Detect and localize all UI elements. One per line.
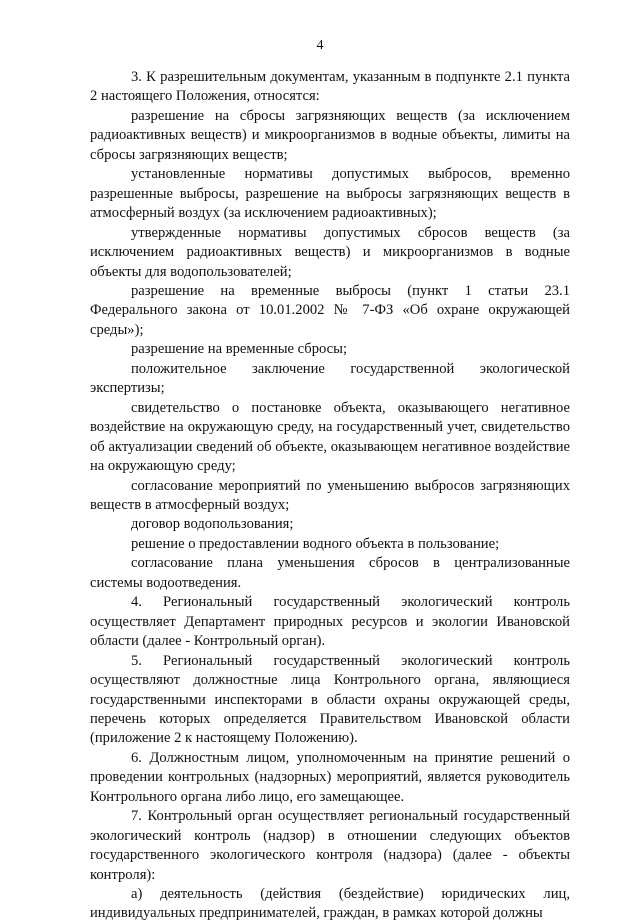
paragraph-7: 7. Контрольный орган осуществляет региональный государственный экологический контроль (надзор) в отношении следующих объектов государственного экологического контроля (надзора) (далее - объекты контроля):: [90, 808, 570, 883]
list-item-temporary-discharges: разрешение на временные сбросы;: [131, 341, 348, 358]
paragraph-3-intro: 3. К разрешительным документам, указанным в подпункте 2.1 пункта 2 настоящего Положения, относятся:: [90, 69, 570, 105]
paragraph-4: 4. Региональный государственный экологический контроль осуществляет Департамент природных ресурсов и экологии Ивановской области (далее - Контрольный орган).: [90, 594, 570, 650]
list-item-emission-reduction: согласование мероприятий по уменьшению выбросов загрязняющих веществ в атмосферный воздух;: [90, 477, 570, 513]
page-number: 4: [316, 38, 324, 53]
list-item-discharge-reduction-plan: согласование плана уменьшения сбросов в централизованные системы водоотведения.: [90, 555, 570, 591]
list-item-discharge-standards: утвержденные нормативы допустимых сбросов веществ (за исключением радиоактивных веществ) и микроорганизмов в водные объекты для водопользователей;: [90, 224, 570, 280]
list-item-emission-standards: установленные нормативы допустимых выбросов, временно разрешенные выбросы, разрешение на выбросы загрязняющих веществ в атмосферный воздух (за исключением радиоактивных);: [90, 166, 570, 222]
list-item-temporary-emissions: разрешение на временные выбросы (пункт 1 статьи 23.1 Федерального закона от 10.01.2002 № 7-ФЗ «Об охране окружающей среды»);: [90, 282, 570, 338]
list-item-registration-certificate: свидетельство о постановке объекта, оказывающего негативное воздействие на окружающую среду, на государственный учет, свидетельство об актуализации сведений об объекте, оказывающем негативное воздействие на окружающую среду;: [90, 399, 570, 475]
paragraph-6: 6. Должностным лицом, уполномоченным на принятие решений о проведении контрольных (надзорных) мероприятий, является руководитель Контрольного органа либо лицо, его замещающее.: [90, 749, 570, 805]
list-item-expert-review: положительное заключение государственной экологической экспертизы;: [90, 360, 570, 397]
document-body: [90, 68, 570, 924]
paragraph-7-item-a: а) деятельность (действия (бездействие) юридических лиц, индивидуальных предпринимателей, граждан, в рамках которой должны: [90, 886, 570, 922]
list-item-water-body-decision: решение о предоставлении водного объекта в пользование;: [131, 535, 500, 552]
list-item-discharge-permit: разрешение на сбросы загрязняющих веществ (за исключением радиоактивных веществ) и микроорганизмов в водные объекты, лимиты на сбросы загрязняющих веществ;: [90, 107, 570, 163]
list-item-water-use-contract: договор водопользования;: [131, 516, 294, 533]
paragraph-5: 5. Региональный государственный экологический контроль осуществляют должностные лица Контрольного органа, являющиеся государственными инспекторами в области охраны окружающей среды, перечень которых определяется Правительством Ивановской области (приложение 2 к настоящему Положению).: [90, 652, 570, 747]
